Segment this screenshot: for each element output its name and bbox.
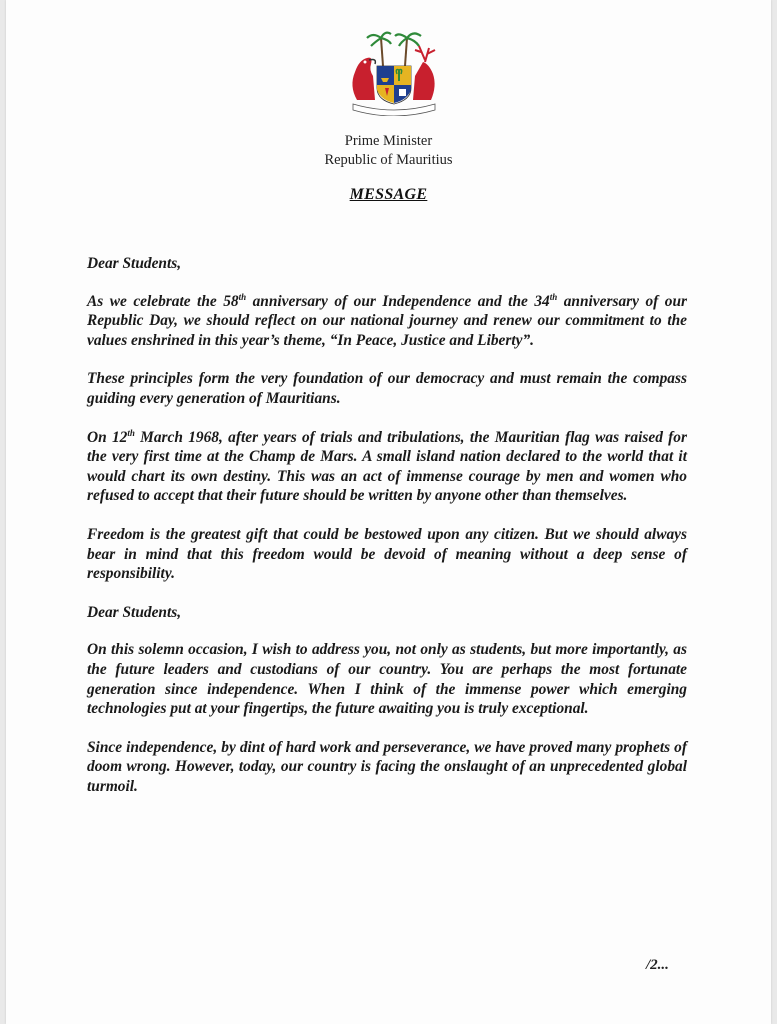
- message-body: [87, 254, 687, 815]
- letterhead-office: Prime Minister: [344, 133, 433, 149]
- letterhead: [6, 132, 771, 170]
- letterhead-country: Republic of Mauritius: [324, 152, 453, 168]
- paragraph-global-turmoil: Since independence, by dint of hard work and perseverance, we have proved many prophets of doom wrong. However, today, our country is facing the onslaught of an unprecedented global turmoil.: [87, 738, 687, 795]
- page-continuation-marker: /2...: [646, 957, 669, 973]
- paragraph-flag-1968: On 12th March 1968, after years of trials and tribulations, the Mauritian flag was raised for the very first time at the Champ de Mars. A small island nation declared to the world that it would chart its own destiny. This was an act of immense courage by men and women who refused to accept that their future should be written by anyone other than themselves.: [87, 427, 687, 505]
- paragraph-principles: These principles form the very foundation of our democracy and must remain the compass guiding every generation of Mauritians.: [87, 370, 687, 407]
- paragraph-future-leaders: On this solemn occasion, I wish to address you, not only as students, but more importantly, as the future leaders and custodians of our country. You are perhaps the most fortunate generation since independence. When I think of the immense power which emerging technologies put at your fingertips, the future awaiting you is truly exceptional.: [87, 641, 687, 718]
- paragraph-anniversary: As we celebrate the 58th anniversary of our Independence and the 34th anniversary of our Republic Day, we should reflect on our national journey and renew our commitment to the values enshrined in this year’s theme, “In Peace, Justice and Liberty”.: [87, 291, 687, 349]
- coat-of-arms-icon: [339, 30, 449, 116]
- salutation-second: Dear Students,: [87, 603, 182, 621]
- document-page: [6, 0, 771, 1024]
- salutation: Dear Students,: [87, 255, 182, 272]
- document-title: MESSAGE: [349, 186, 428, 203]
- paragraph-freedom: Freedom is the greatest gift that could be bestowed upon any citizen. But we should always bear in mind that this freedom would be devoid of meaning without a deep sense of responsibility.: [87, 525, 687, 583]
